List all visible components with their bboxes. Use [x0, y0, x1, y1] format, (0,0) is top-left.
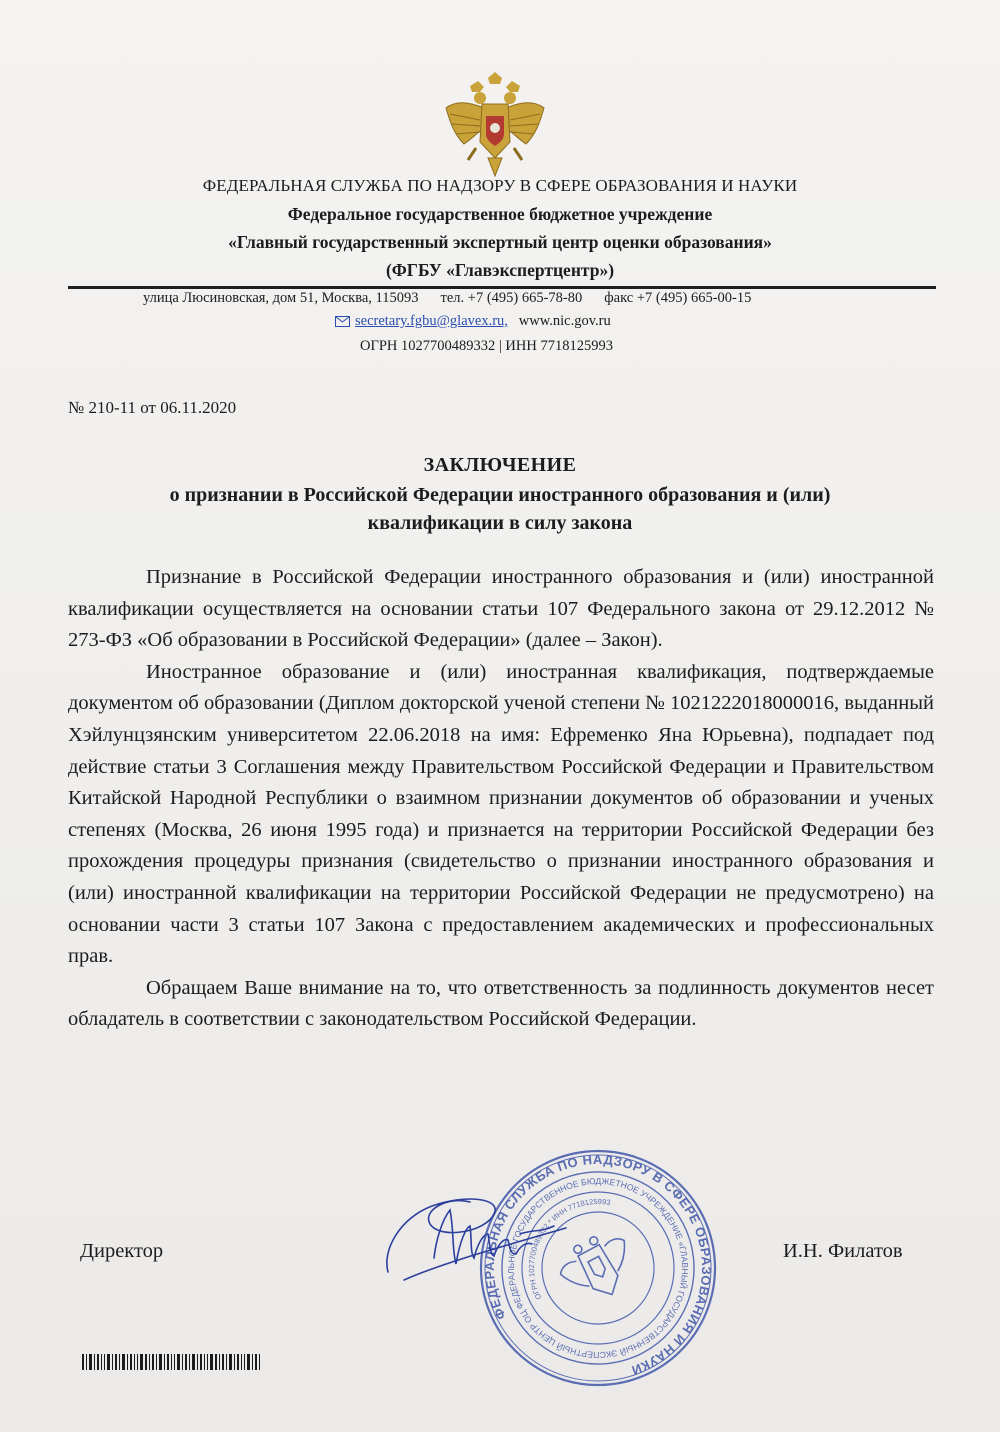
contact-line-address [143, 290, 751, 307]
website-link[interactable]: www.nic.gov.ru [518, 313, 611, 329]
stamp-registry-text: ОГРН 1027700489332 * ИНН 7718125993 [526, 1196, 612, 1302]
director-signature [370, 1180, 580, 1290]
institution-name: «Главный государственный экспертный центр оценки образования» [228, 232, 772, 252]
contact-line-web [335, 313, 611, 330]
document-title: ЗАКЛЮЧЕНИЕ [423, 454, 577, 476]
stamp-inner-text: ФЕДЕРАЛЬНОЕ ГОСУДАРСТВЕННОЕ БЮДЖЕТНОЕ УЧРЕЖДЕНИЕ «ГЛАВНЫЙ ГОСУДАРСТВЕННЫЙ ЭКСПЕРТНЫЙ ЦЕНТР ОЦЕНКИ [505, 1175, 691, 1361]
phone: тел. +7 (495) 665-78-80 [440, 290, 583, 306]
signatory-role: Директор [80, 1240, 164, 1262]
document-subtitle-line2: квалификации в силу закона [367, 512, 633, 534]
agency-name: ФЕДЕРАЛЬНАЯ СЛУЖБА ПО НАДЗОРУ В СФЕРЕ ОБРАЗОВАНИЯ И НАУКИ [202, 176, 798, 195]
fax: факс +7 (495) 665-00-15 [604, 290, 752, 306]
body-paragraph: Обращаем Ваше внимание на то, что ответственность за подлинность документов несет обладатель в соответствии с законодательством Российской Федерации. [68, 976, 934, 1031]
barcode-icon [82, 1354, 260, 1370]
coat-of-arms-icon [440, 72, 550, 182]
header-divider [68, 286, 936, 289]
signatory-name: И.Н. Филатов [783, 1240, 903, 1262]
stamp-outer-text: ФЕДЕРАЛЬНАЯ СЛУЖБА ПО НАДЗОРУ В СФЕРЕ ОБРАЗОВАНИЯ И НАУКИ [481, 1151, 715, 1379]
institution-type: Федеральное государственное бюджетное учреждение [287, 204, 713, 224]
email-link[interactable]: secretary.fgbu@glavex.ru, [355, 313, 508, 329]
document-number-date: № 210-11 от 06.11.2020 [68, 398, 237, 417]
mail-icon [335, 316, 350, 327]
registry-numbers: ОГРН 1027700489332 | ИНН 7718125993 [360, 338, 613, 354]
body-paragraph: Признание в Российской Федерации иностранного образования и (или) иностранной квалификации осуществляется на основании статьи 107 Федерального закона от 29.12.2012 № 273-ФЗ «Об образовании в Российской Федерации» (далее – Закон). [68, 566, 934, 652]
address: улица Люсиновская, дом 51, Москва, 115093 [143, 290, 419, 306]
body-paragraph: Иностранное образование и (или) иностранная квалификация, подтверждаемые документом об образовании (Диплом докторской ученой степени № 1021222018000016, выданный Хэйлунцзянским университетом 22.06.2018 на имя: Ефременко Яна Юрьевна), подпадает под действие статьи 3 Соглашения между Правительством Российской Федерации и Правительством Китайской Народной Республики о взаимном признании документов об образовании и ученых степенях (Москва, 26 июня 1995 года) и признается на территории Российской Федерации без прохождения процедуры признания (свидетельство о признании иностранного образования и (или) иностранной квалификации на территории Российской Федерации не предусмотрено) на основании части 3 статьи 107 Закона с предоставлением академических и профессиональных прав. [68, 660, 934, 968]
institution-short-name: (ФГБУ «Главэкспертцентр») [385, 260, 615, 280]
document-body [68, 562, 934, 1036]
document-subtitle-line1: о признании в Российской Федерации иностранного образования и (или) [169, 484, 831, 506]
